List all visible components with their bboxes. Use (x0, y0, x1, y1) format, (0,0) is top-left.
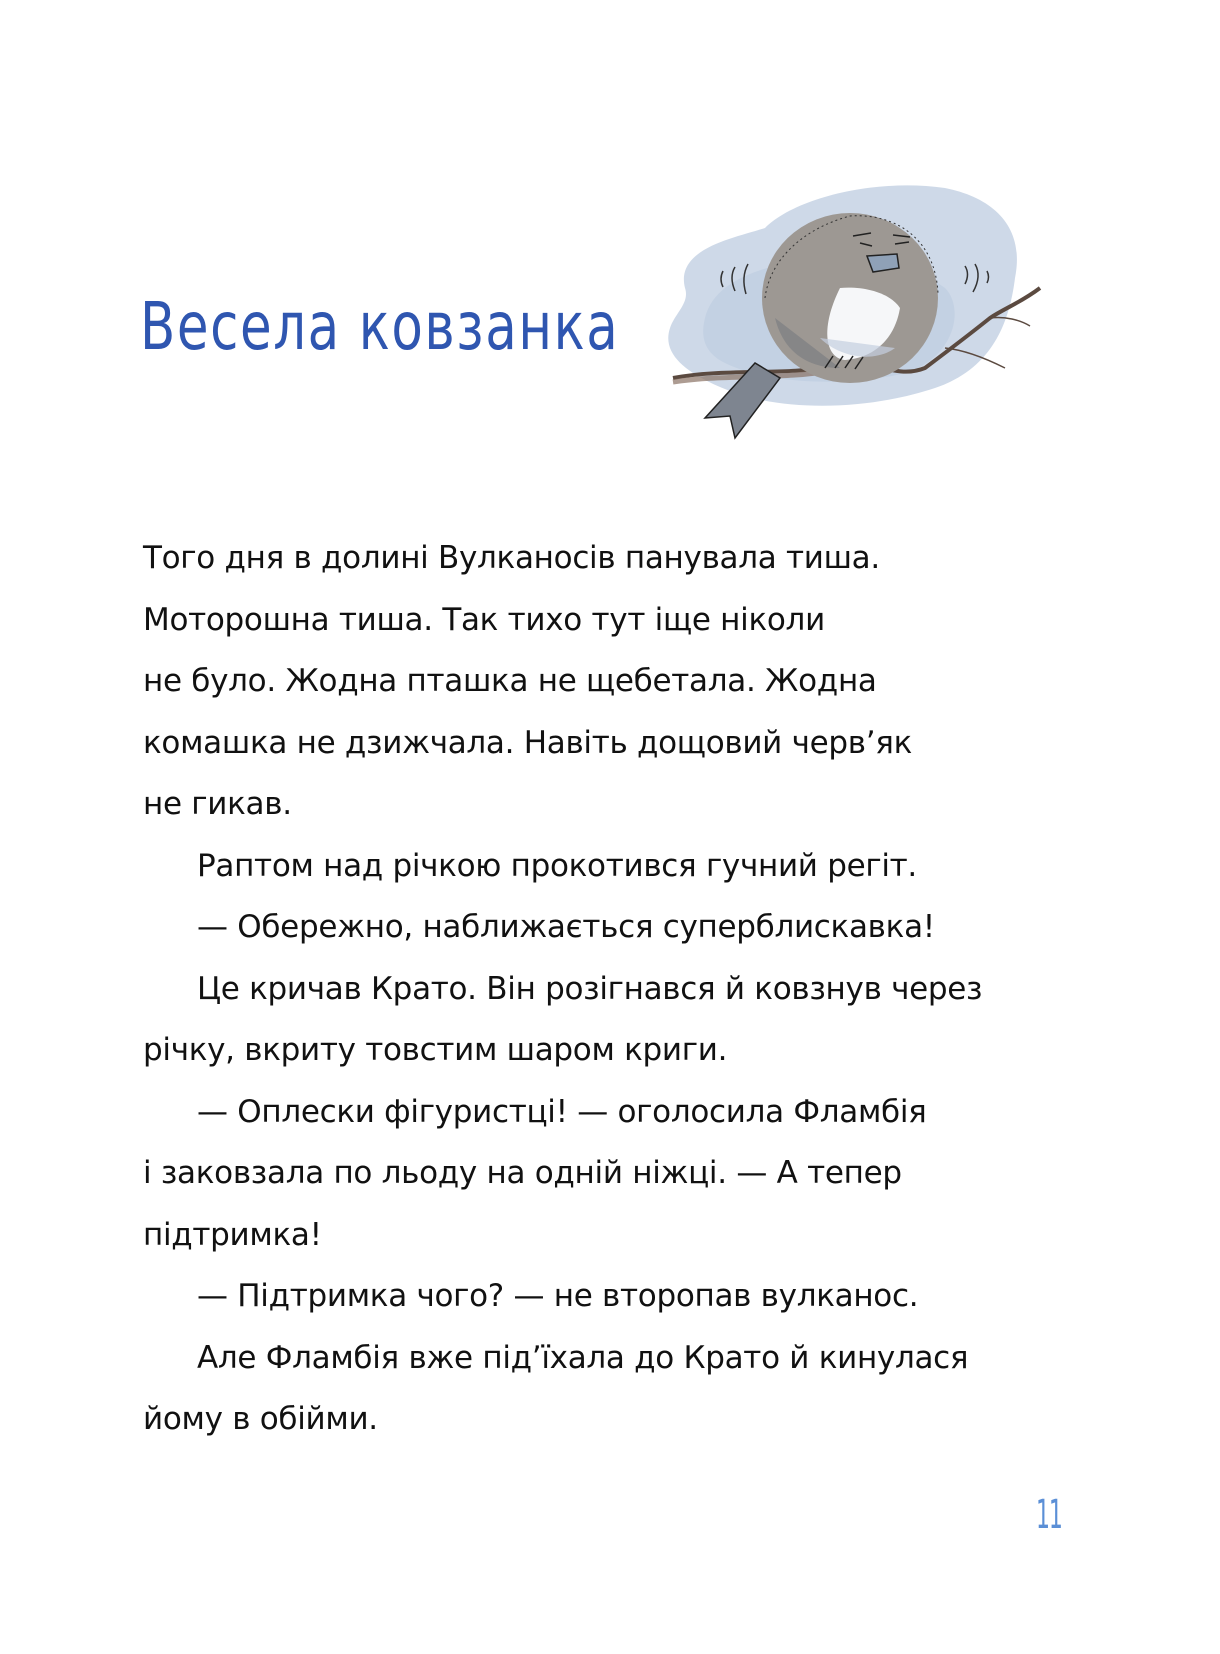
text-line: комашка не дзижчала. Навіть дощовий черв’як (143, 724, 913, 761)
text-line: Це кричав Крато. Він розігнався й ковзнув через (197, 970, 983, 1007)
text-line: йому в обійми. (143, 1401, 378, 1437)
text-line: — Оплески фігуристці! — оголосила Фламбія (197, 1093, 927, 1130)
text-line: — Підтримка чого? — не второпав вулканос. (197, 1278, 919, 1314)
text-line: Раптом над річкою прокотився гучний регіт. (197, 847, 917, 884)
text-line: Але Фламбія вже під’їхала до Крато й кинулася (197, 1339, 969, 1376)
text-line: підтримка! (143, 1216, 322, 1253)
text-line: не було. Жодна пташка не щебетала. Жодна (143, 663, 877, 699)
story-text (143, 528, 1083, 1451)
chapter-title: Весела ковзанка (140, 288, 620, 366)
text-line: не гикав. (143, 786, 292, 822)
bird-on-branch-icon (645, 168, 1065, 448)
text-line: і заковзала по льоду на одній ніжці. — А тепер (143, 1155, 902, 1191)
bird-illustration (645, 168, 1065, 448)
text-line: — Обережно, наближається суперблискавка! (197, 909, 935, 945)
text-line: Моторошна тиша. Так тихо тут іще ніколи (143, 601, 825, 638)
page-number: 11 (1036, 1492, 1062, 1538)
text-line: Того дня в долині Вулканосів панувала тиша. (143, 540, 880, 576)
text-line: річку, вкриту товстим шаром криги. (143, 1032, 728, 1068)
